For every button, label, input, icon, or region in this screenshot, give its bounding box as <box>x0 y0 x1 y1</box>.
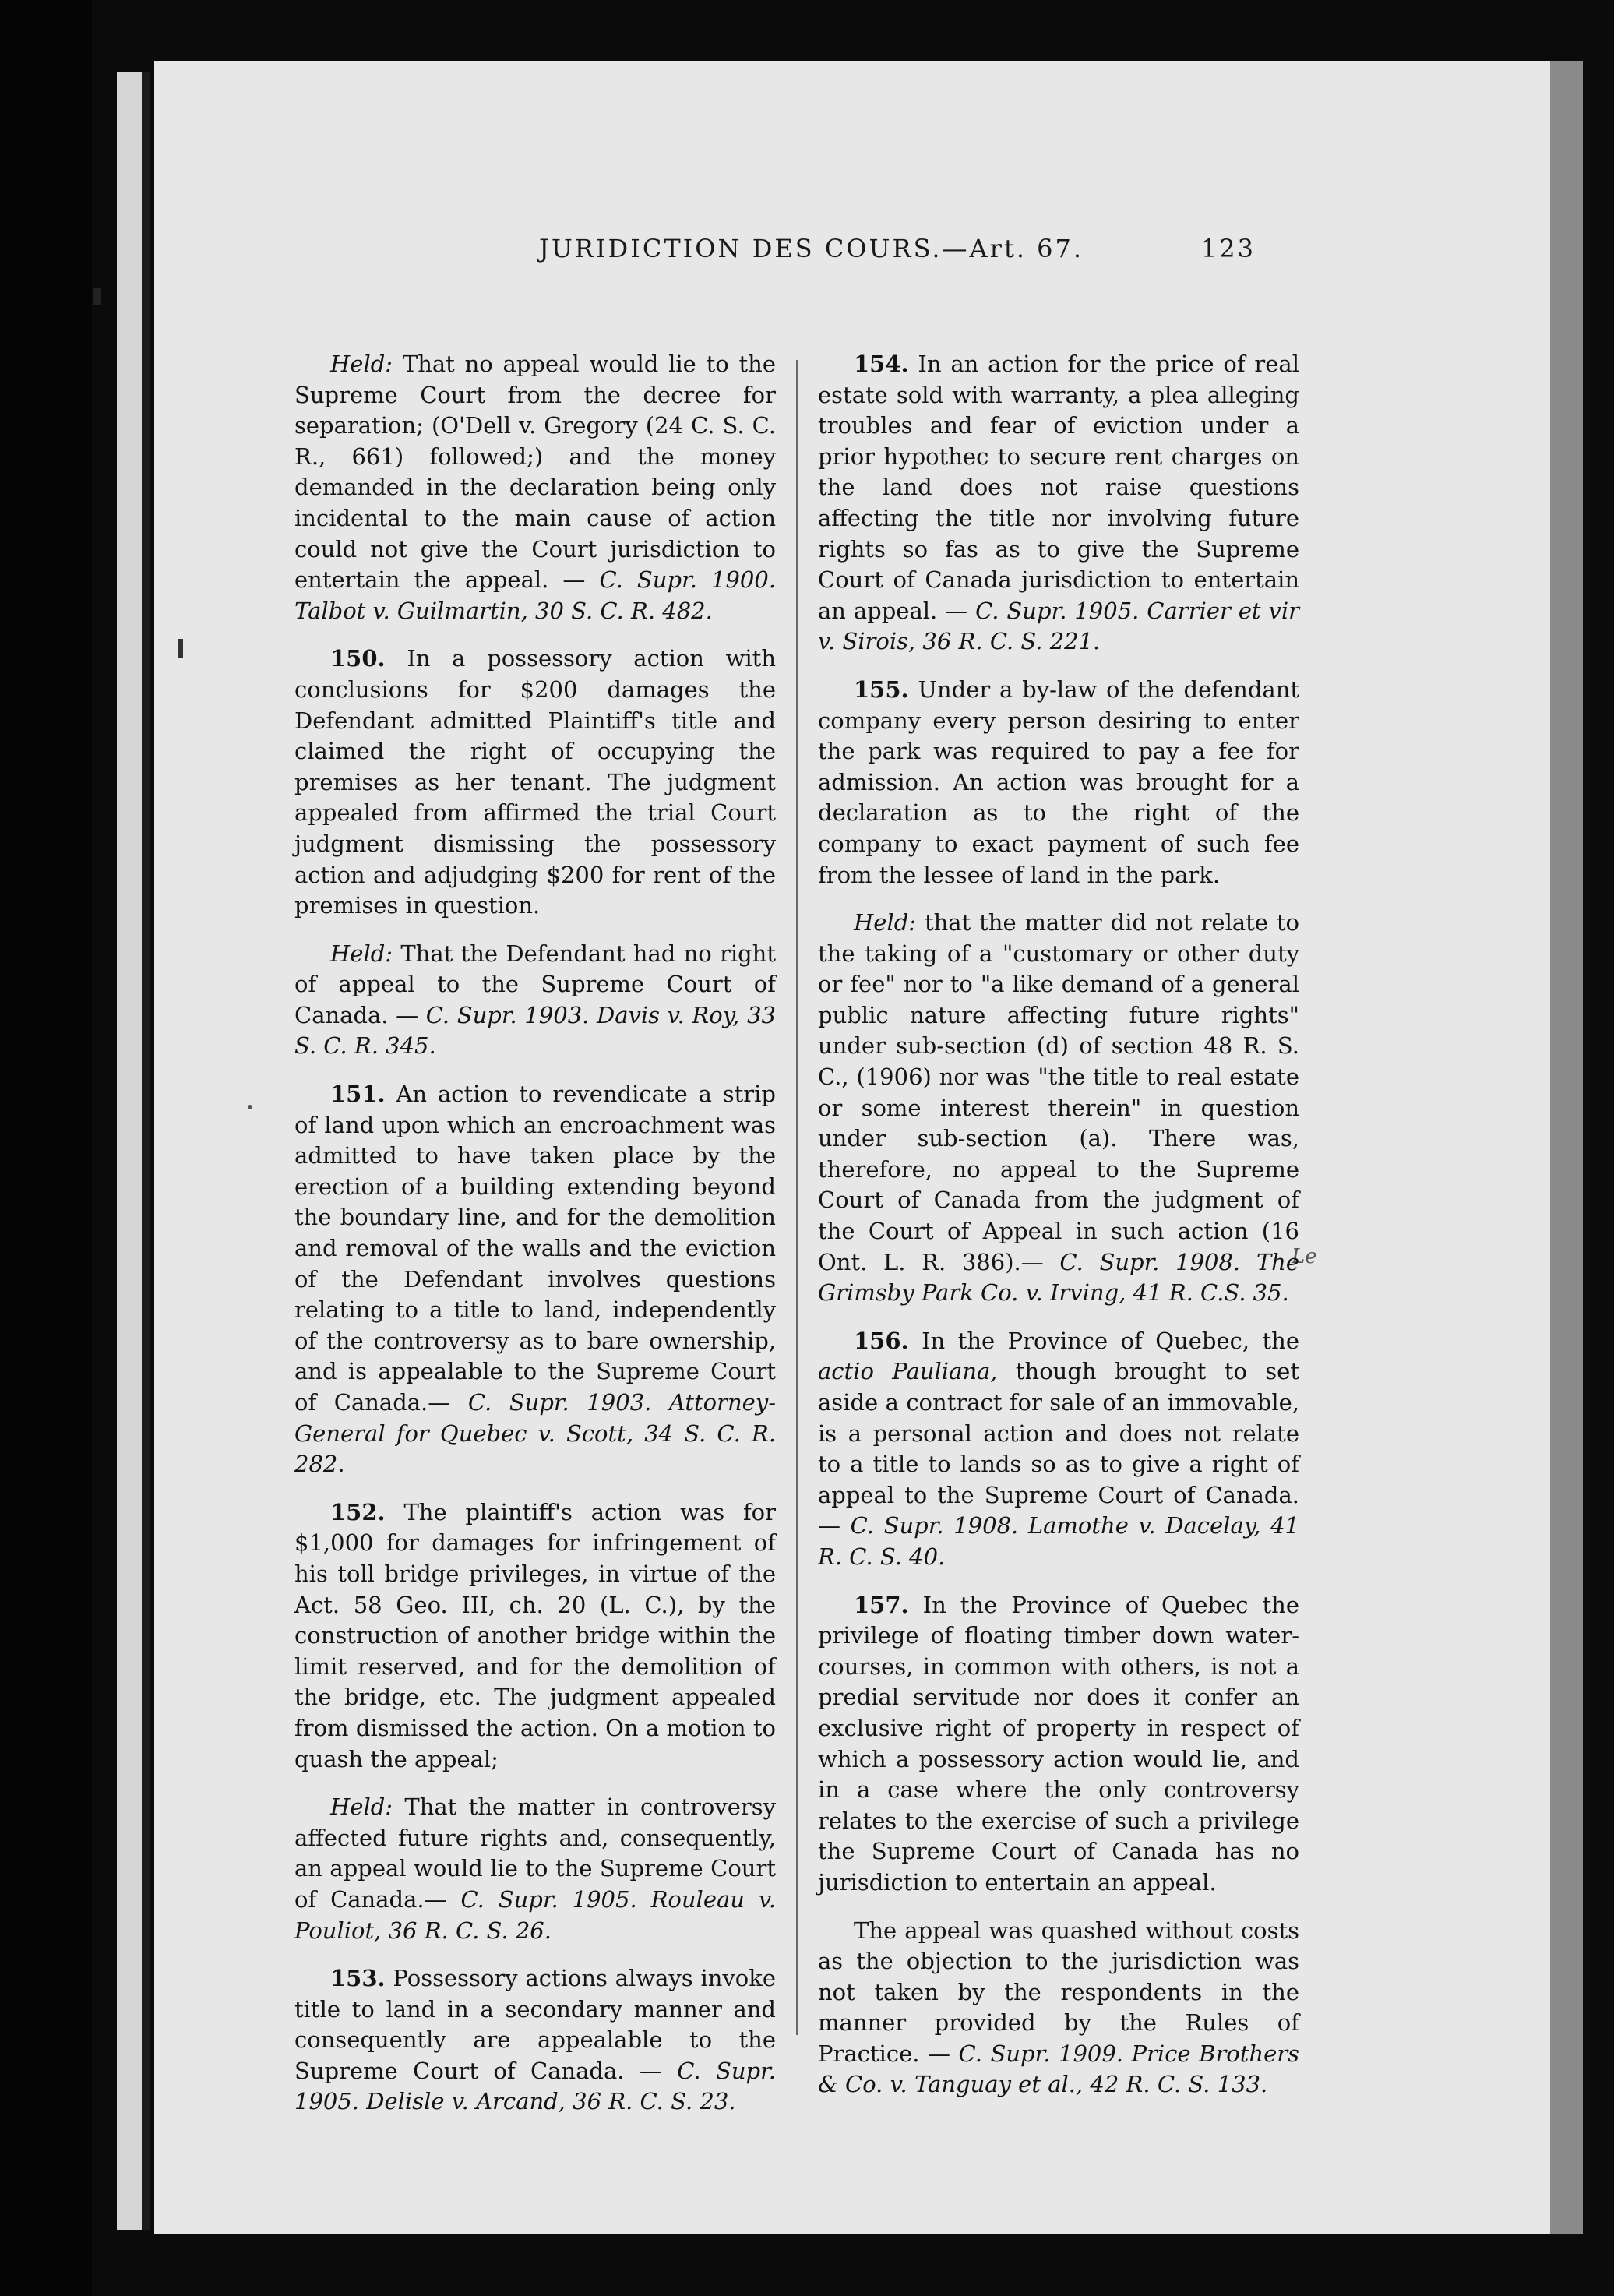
paragraph-text: though brought to set aside a contract for sale of an immovable, is a personal action and does not relate to a title to lands so as to give a right of appeal to the Supreme Court of Canada.— <box>818 1358 1299 1539</box>
paragraph-number: 154. <box>854 351 909 377</box>
paragraph-text: That the matter in controversy affected future rights and, consequently, an appeal would lie to the Supreme Court of Canada.— <box>294 1793 776 1913</box>
paragraph-text: Possessory actions always invoke title to land in a secondary manner and consequently are appealable to the Supreme Court of Canada. — <box>294 1965 776 2084</box>
facing-page-edge <box>117 72 143 2230</box>
paragraph-text: The plaintiff's action was for $1,000 for damages for infringement of his toll bridge privileges, in virtue of the Act. 58 Geo. III, ch. 20 (L. C.), by the construction of another bridge within the limit reserved, and for the demolition of the bridge, etc. The judgment appealed from dismissed the action. On a motion to quash the appeal; <box>294 1498 776 1772</box>
paragraph-text: In the Province of Quebec the privilege of floating timber down water-courses, in common with others, is not a predial servitude nor does it confer an exclusive right of property in respect of which a possessory action would lie, and in a case where the only controversy relates to the exercise of such a privilege the Supreme Court of Canada has no jurisdiction to entertain an appeal. <box>818 1591 1299 1896</box>
paragraph-text: Under a by-law of the defendant company every person desiring to enter the park was required to pay a fee for admission. An action was brought for a declaration as to the right of the company to exact payment of such fee from the lessee of land in the park. <box>818 675 1299 888</box>
latin-term: actio Pauliana, <box>818 1358 998 1385</box>
paragraph-number: 152. <box>330 1498 386 1525</box>
scan-mark <box>248 1105 252 1109</box>
column-rule <box>796 360 798 2035</box>
held-label: Held: <box>330 351 393 377</box>
paragraph-151 <box>294 1079 776 1480</box>
page-number: 123 <box>1200 234 1256 263</box>
paragraph-150 <box>294 644 776 921</box>
held-paragraph <box>294 1792 776 1946</box>
margin-annotation: Le <box>1292 1245 1317 1268</box>
paragraph-text: The appeal was quashed without costs as the objection to the jurisdiction was not taken by the respondents in the manner provided by the Rules of Practice. — <box>818 1917 1299 2067</box>
right-column <box>818 349 1300 2098</box>
held-paragraph <box>294 349 776 626</box>
held-paragraph <box>294 939 776 1062</box>
paragraph-155 <box>818 675 1299 891</box>
page-edge-shadow <box>1550 61 1583 2234</box>
paragraph-156 <box>818 1326 1299 1573</box>
paragraph-152 <box>294 1497 776 1775</box>
scan-mark <box>178 639 183 658</box>
paragraph-text: That the Defendant had no right of appeal to the Supreme Court of Canada. — <box>294 940 777 1028</box>
paragraph-text: that the matter did not relate to the taking of a "customary or other duty or fee" nor to "a like demand of a general public nature affecting future rights" under sub-section (d) of section 48 R. S. C., (1906) nor was "the title to real estate or some interest therein" in question under sub-section (a). There was, therefore, no appeal to the Supreme Court of Canada from the judgment of the Court of Appeal in such action (16 Ont. L. R. 386).— <box>818 909 1299 1275</box>
paragraph-157-continuation <box>818 1916 1299 2101</box>
paragraph-154 <box>818 349 1299 658</box>
paragraph-text: In a possessory action with conclusions for $200 damages the Defendant admitted Plaintiff's title and claimed the right of occupying the premises as her tenant. The judgment appealed from affirmed the trial Court judgment dismissing the possessory action and adjudging $200 for rent of the premises in question. <box>294 645 776 919</box>
citation: C. Supr. 1909. Price Brothers & Co. v. Tanguay et al., 42 R. C. S. 133. <box>818 2040 1300 2098</box>
paragraph-number: 153. <box>330 1965 386 1992</box>
paragraph-number: 156. <box>854 1327 909 1354</box>
scan-dark-border <box>0 0 92 2296</box>
paragraph-number: 157. <box>854 1591 909 1618</box>
paragraph-number: 151. <box>330 1081 386 1108</box>
held-label: Held: <box>330 1793 393 1821</box>
left-column <box>294 349 777 2115</box>
scan-mark <box>93 288 101 305</box>
paragraph-text: That no appeal would lie to the Supreme Court from the decree for separation; (O'Dell v. Gregory (24 C. S. C. R., 661) followed;) and the money demanded in the declaration being only incidental to the main cause of action could not give the Court jurisdiction to entertain the appeal. — <box>294 351 776 594</box>
citation: C. Supr. 1903. Davis v. Roy, 33 S. C. R. 345. <box>294 1001 776 1060</box>
citation: C. Supr. 1905. Carrier et vir v. Sirois, 36 R. C. S. 221. <box>818 597 1299 655</box>
paragraph-text: In the Province of Quebec, the <box>922 1327 1300 1354</box>
paragraph-text: In an action for the price of real estate sold with warranty, a plea alleging troubles and fear of eviction under a prior hypothec to secure rent charges on the land does not raise questions affecting the title nor involving future rights so fas as to give the Supreme Court of Canada jurisdiction to entertain an appeal. — <box>818 351 1299 624</box>
running-title: JURIDICTION DES COURS.—Art. 67. <box>539 234 1084 263</box>
held-paragraph <box>818 908 1299 1309</box>
citation: C. Supr. 1903. Attorney-General for Quebec v. Scott, 34 S. C. R. 282. <box>294 1389 777 1478</box>
citation: C. Supr. 1900. Talbot v. Guilmartin, 30 S. C. R. 482. <box>294 566 776 624</box>
paragraph-number: 155. <box>854 675 909 703</box>
citation: C. Supr. 1905. Rouleau v. Pouliot, 36 R. C. S. 26. <box>294 1885 776 1944</box>
paragraph-number: 150. <box>330 645 386 672</box>
citation: C. Supr. 1908. The Grimsby Park Co. v. Irving, 41 R. C.S. 35. <box>818 1248 1300 1307</box>
paragraph-157 <box>818 1590 1299 1899</box>
held-label: Held: <box>854 909 917 936</box>
held-label: Held: <box>330 940 393 967</box>
citation: C. Supr. 1908. Lamothe v. Dacelay, 41 R. C. S. 40. <box>818 1512 1300 1570</box>
citation: C. Supr. 1905. Delisle v. Arcand, 36 R. C. S. 23. <box>294 2057 776 2115</box>
paragraph-153 <box>294 1963 776 2118</box>
paragraph-text: An action to revendicate a strip of land upon which an encroachment was admitted to have taken place by the erection of a building extending beyond the boundary line, and for the demolition and removal of the walls and the eviction of the Defendant involves questions relating to a title to land, independently of the controversy as to bare ownership, and is appealable to the Supreme Court of Canada.— <box>294 1081 776 1416</box>
